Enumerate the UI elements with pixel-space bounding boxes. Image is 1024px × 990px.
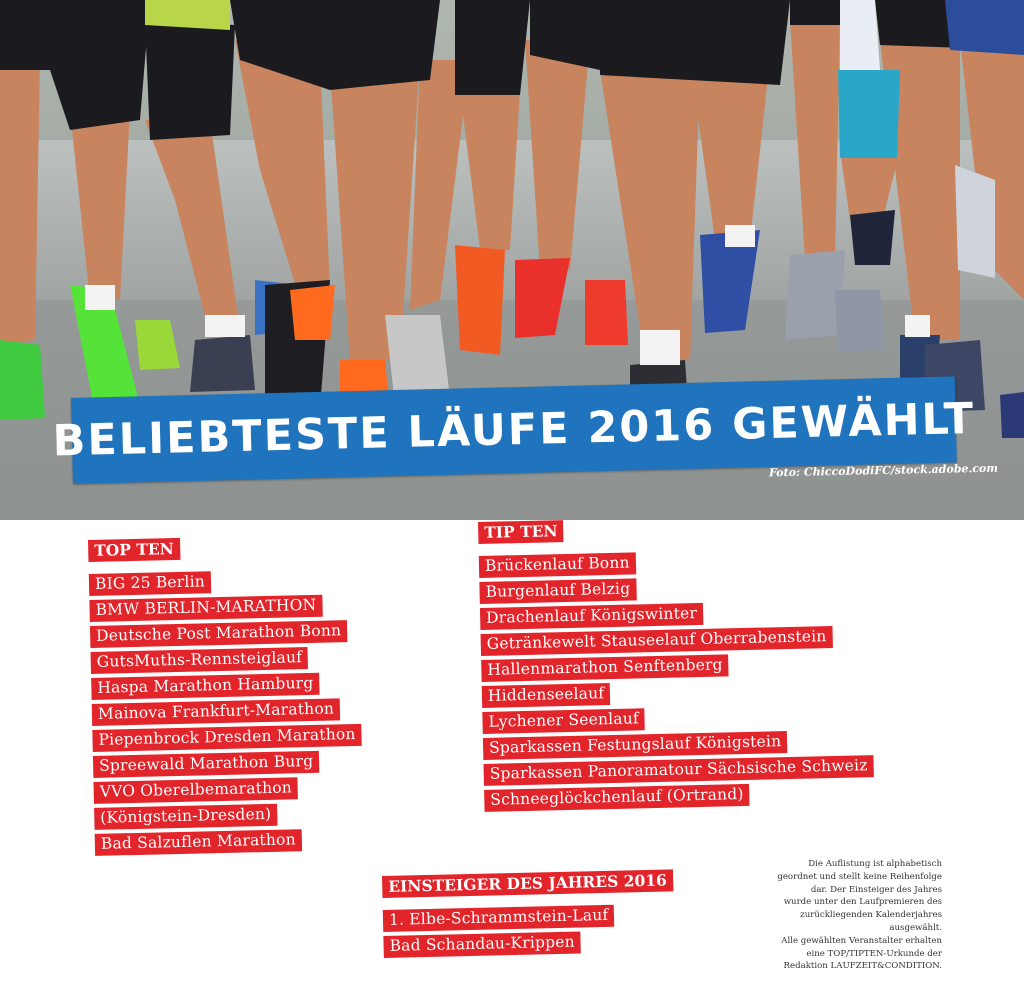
list-item	[383, 929, 674, 958]
footnote	[740, 858, 942, 973]
tip-ten-item: Sparkassen Festungslauf Königstein	[483, 731, 788, 760]
tip-ten-item: Drachenlauf Königswinter	[480, 603, 703, 630]
einsteiger-item: Bad Schandau-Krippen	[383, 932, 581, 958]
list-item	[90, 620, 360, 648]
top-ten-item: Bad Salzuflen Marathon	[95, 829, 302, 856]
top-ten-item: Deutsche Post Marathon Bonn	[90, 620, 348, 648]
list-item	[92, 698, 362, 726]
top-ten-item: (Königstein-Dresden)	[94, 804, 277, 830]
list-item	[483, 729, 873, 760]
top-ten-item: Piepenbrock Dresden Marathon	[92, 724, 362, 752]
tip-ten-item: Hiddenseelauf	[482, 683, 611, 708]
top-ten-block	[88, 534, 364, 860]
footnote-line: Redaktion LAUFZEIT&CONDITION.	[783, 961, 942, 972]
top-ten-item: GutsMuths-Rennsteiglauf	[91, 647, 309, 674]
einsteiger-item: 1. Elbe-Schrammstein-Lauf	[383, 905, 615, 932]
list-item	[383, 903, 674, 932]
tip-ten-item: Getränkewelt Stauseelauf Oberrabenstein	[481, 626, 833, 656]
list-item	[479, 547, 869, 578]
footnote-line: zurückliegenden Kalenderjahres	[800, 910, 942, 921]
photo-credit: Foto: ChiccoDodiFC/stock.adobe.com	[768, 461, 999, 480]
list-item	[481, 625, 871, 656]
list-item	[483, 755, 873, 786]
tip-ten-item: Burgenlauf Belzig	[479, 578, 636, 604]
einsteiger-block	[382, 869, 675, 962]
footnote-line: eine TOP/TIPTEN-Urkunde der	[806, 948, 942, 959]
tip-ten-item: Sparkassen Panoramatour Sächsische Schweiz	[483, 755, 873, 786]
list-item	[89, 594, 359, 622]
footnote-line: geordnet und stellt keine Reihenfolge	[777, 871, 942, 882]
list-item	[91, 672, 361, 700]
top-ten-item: VVO Oberelbemarathon	[93, 777, 298, 804]
list-item	[484, 781, 874, 812]
footnote-line: dar. Der Einsteiger des Jahres	[810, 884, 942, 895]
top-ten-item: BMW BERLIN-MARATHON	[89, 595, 322, 622]
footnote-line: wurde unter den Laufpremieren des	[783, 897, 942, 908]
top-ten-item: Spreewald Marathon Burg	[93, 751, 320, 778]
list-item	[95, 828, 365, 856]
tip-ten-item: Lychener Seenlauf	[482, 708, 645, 734]
top-ten-heading: TOP TEN	[88, 538, 180, 562]
list-item	[480, 599, 870, 630]
list-item	[93, 750, 363, 778]
tip-ten-item: Schneeglöckchenlauf (Ortrand)	[484, 784, 750, 812]
list-item	[92, 724, 362, 752]
list-item	[94, 802, 364, 830]
top-ten-list	[89, 568, 365, 856]
list-item	[479, 573, 869, 604]
einsteiger-heading: EINSTEIGER DES JAHRES 2016	[382, 869, 673, 898]
footnote-line: Die Auflistung ist alphabetisch	[808, 859, 942, 869]
list-item	[482, 703, 872, 734]
tip-ten-item: Hallenmarathon Senftenberg	[481, 654, 729, 682]
footnote-line: ausgewählt.	[889, 922, 942, 933]
list-item	[482, 677, 872, 708]
einsteiger-list	[383, 903, 675, 958]
list-item	[93, 776, 363, 804]
tip-ten-heading: TIP TEN	[478, 520, 564, 544]
list-item	[481, 651, 871, 682]
top-ten-item: Mainova Frankfurt-Marathon	[92, 698, 341, 726]
tip-ten-item: Brückenlauf Bonn	[479, 552, 636, 578]
banner-title: BELIEBTESTE LÄUFE 2016 GEWÄHLT	[52, 393, 976, 467]
list-item	[91, 646, 361, 674]
list-item	[89, 568, 359, 596]
tip-ten-list	[479, 547, 875, 812]
footnote-line: Alle gewählten Veranstalter erhalten	[781, 935, 942, 946]
tip-ten-block	[478, 513, 875, 816]
top-ten-item: BIG 25 Berlin	[89, 571, 211, 596]
top-ten-item: Haspa Marathon Hamburg	[91, 673, 320, 700]
